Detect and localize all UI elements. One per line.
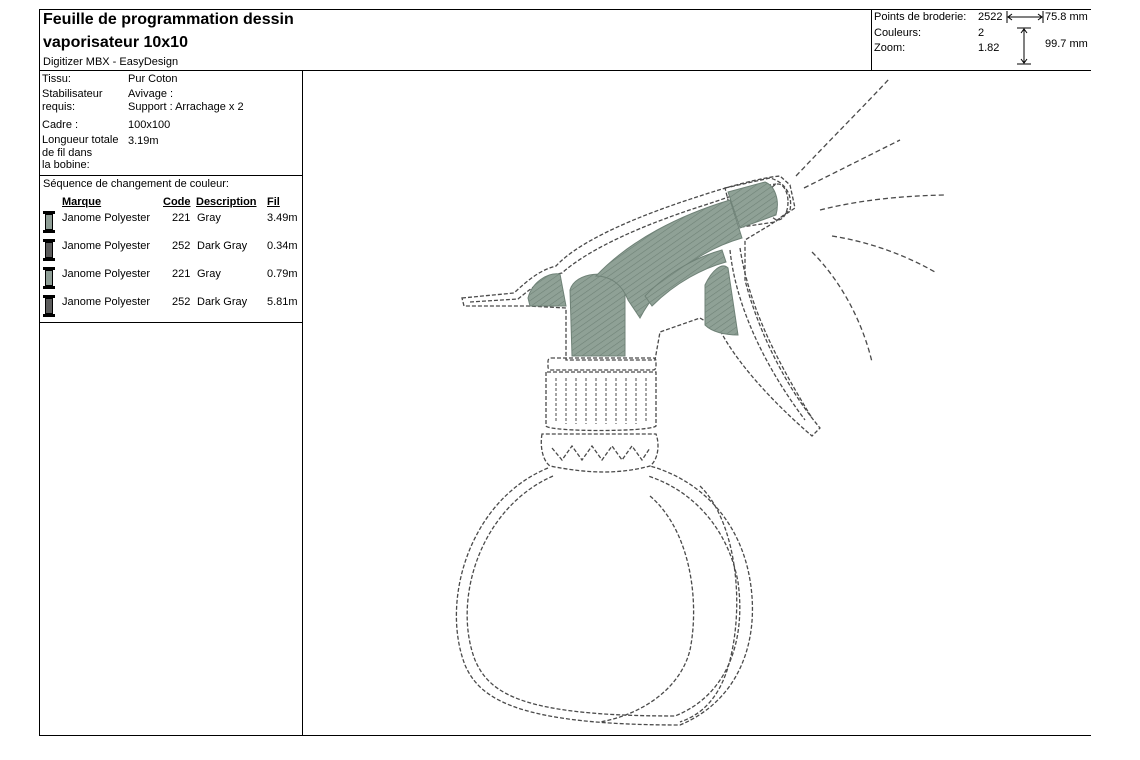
stabilizer-value-2: Support : Arrachage x 2 xyxy=(128,101,244,113)
row-description: Gray xyxy=(197,212,221,224)
height-value: 99.7 mm xyxy=(1045,38,1088,50)
stabilizer-label-2: requis: xyxy=(42,101,76,113)
row-code: 252 xyxy=(172,240,191,252)
software-label: Digitizer MBX - EasyDesign xyxy=(43,56,179,68)
spray-lines xyxy=(796,78,944,362)
column-header-code: Code xyxy=(163,196,191,208)
bottle-edge-line xyxy=(680,486,737,722)
thread-spool-icon xyxy=(43,211,55,233)
thread-spool-icon xyxy=(43,267,55,289)
fill-trigger xyxy=(705,266,738,335)
fill-neck xyxy=(570,274,625,356)
stabilizer-label-1: Stabilisateur xyxy=(42,88,103,100)
spray-line xyxy=(820,195,944,210)
row-brand: Janome Polyester xyxy=(62,268,151,280)
row-code: 221 xyxy=(172,212,191,224)
thread-length-label-2: de fil dans xyxy=(42,147,93,159)
fill-back-cap xyxy=(528,274,566,306)
stitches-label: Points de broderie: xyxy=(874,11,967,23)
embroidery-design-preview xyxy=(303,71,1090,735)
zoom-value: 1.82 xyxy=(978,42,1000,54)
spray-line xyxy=(832,236,935,272)
fabric-value: Pur Coton xyxy=(128,73,178,85)
row-description: Gray xyxy=(197,268,221,280)
width-dimension-icon xyxy=(1006,10,1044,24)
stabilizer-value-1: Avivage : xyxy=(128,88,174,100)
zoom-label: Zoom: xyxy=(874,42,906,54)
row-thread: 0.79m xyxy=(267,268,298,280)
row-code: 221 xyxy=(172,268,191,280)
bottle-highlight xyxy=(600,496,694,722)
stitches-value: 2522 xyxy=(978,11,1003,23)
trigger-line-2 xyxy=(740,248,812,418)
frame-left-line xyxy=(39,9,40,736)
collar-ring xyxy=(541,434,658,472)
row-code: 252 xyxy=(172,296,191,308)
sequence-heading: Séquence de changement de couleur: xyxy=(43,178,229,190)
frame-bottom-line xyxy=(39,735,1091,736)
bottle-inner-outline xyxy=(467,476,740,716)
column-header-thread: Fil xyxy=(267,196,280,208)
page-title-line2: vaporisateur 10x10 xyxy=(43,34,188,51)
bottle-outline xyxy=(456,466,752,725)
stats-divider-line xyxy=(871,9,872,71)
colors-label: Couleurs: xyxy=(874,27,922,39)
thread-length-label-3: la bobine: xyxy=(42,159,90,171)
thread-spool-icon xyxy=(43,239,55,261)
sequence-divider-line xyxy=(39,322,303,323)
height-dimension-icon xyxy=(1014,27,1034,65)
row-thread: 5.81m xyxy=(267,296,298,308)
fabric-label: Tissu: xyxy=(42,73,71,85)
spray-line xyxy=(804,140,900,188)
page-title-line1: Feuille de programmation dessin xyxy=(43,11,294,28)
row-brand: Janome Polyester xyxy=(62,212,151,224)
column-header-description: Description xyxy=(196,196,257,208)
thread-length-value: 3.19m xyxy=(128,135,159,147)
collar-zigzag xyxy=(552,446,650,460)
row-description: Dark Gray xyxy=(197,240,248,252)
collar-ribs xyxy=(556,378,646,424)
row-brand: Janome Polyester xyxy=(62,296,151,308)
column-header-brand: Marque xyxy=(62,196,102,208)
width-value: 75.8 mm xyxy=(1045,11,1088,23)
info-divider-line xyxy=(39,175,303,176)
row-thread: 3.49m xyxy=(267,212,298,224)
spray-line xyxy=(812,252,872,362)
collar-ribbed-body xyxy=(546,372,656,431)
frame-top-line xyxy=(39,9,1091,10)
row-description: Dark Gray xyxy=(197,296,248,308)
row-thread: 0.34m xyxy=(267,240,298,252)
spray-line xyxy=(796,78,890,176)
thread-length-label-1: Longueur totale xyxy=(42,134,119,146)
colors-value: 2 xyxy=(978,27,985,39)
frame-label: Cadre : xyxy=(42,119,79,131)
frame-value: 100x100 xyxy=(128,119,171,131)
row-brand: Janome Polyester xyxy=(62,240,151,252)
thread-spool-icon xyxy=(43,295,55,317)
